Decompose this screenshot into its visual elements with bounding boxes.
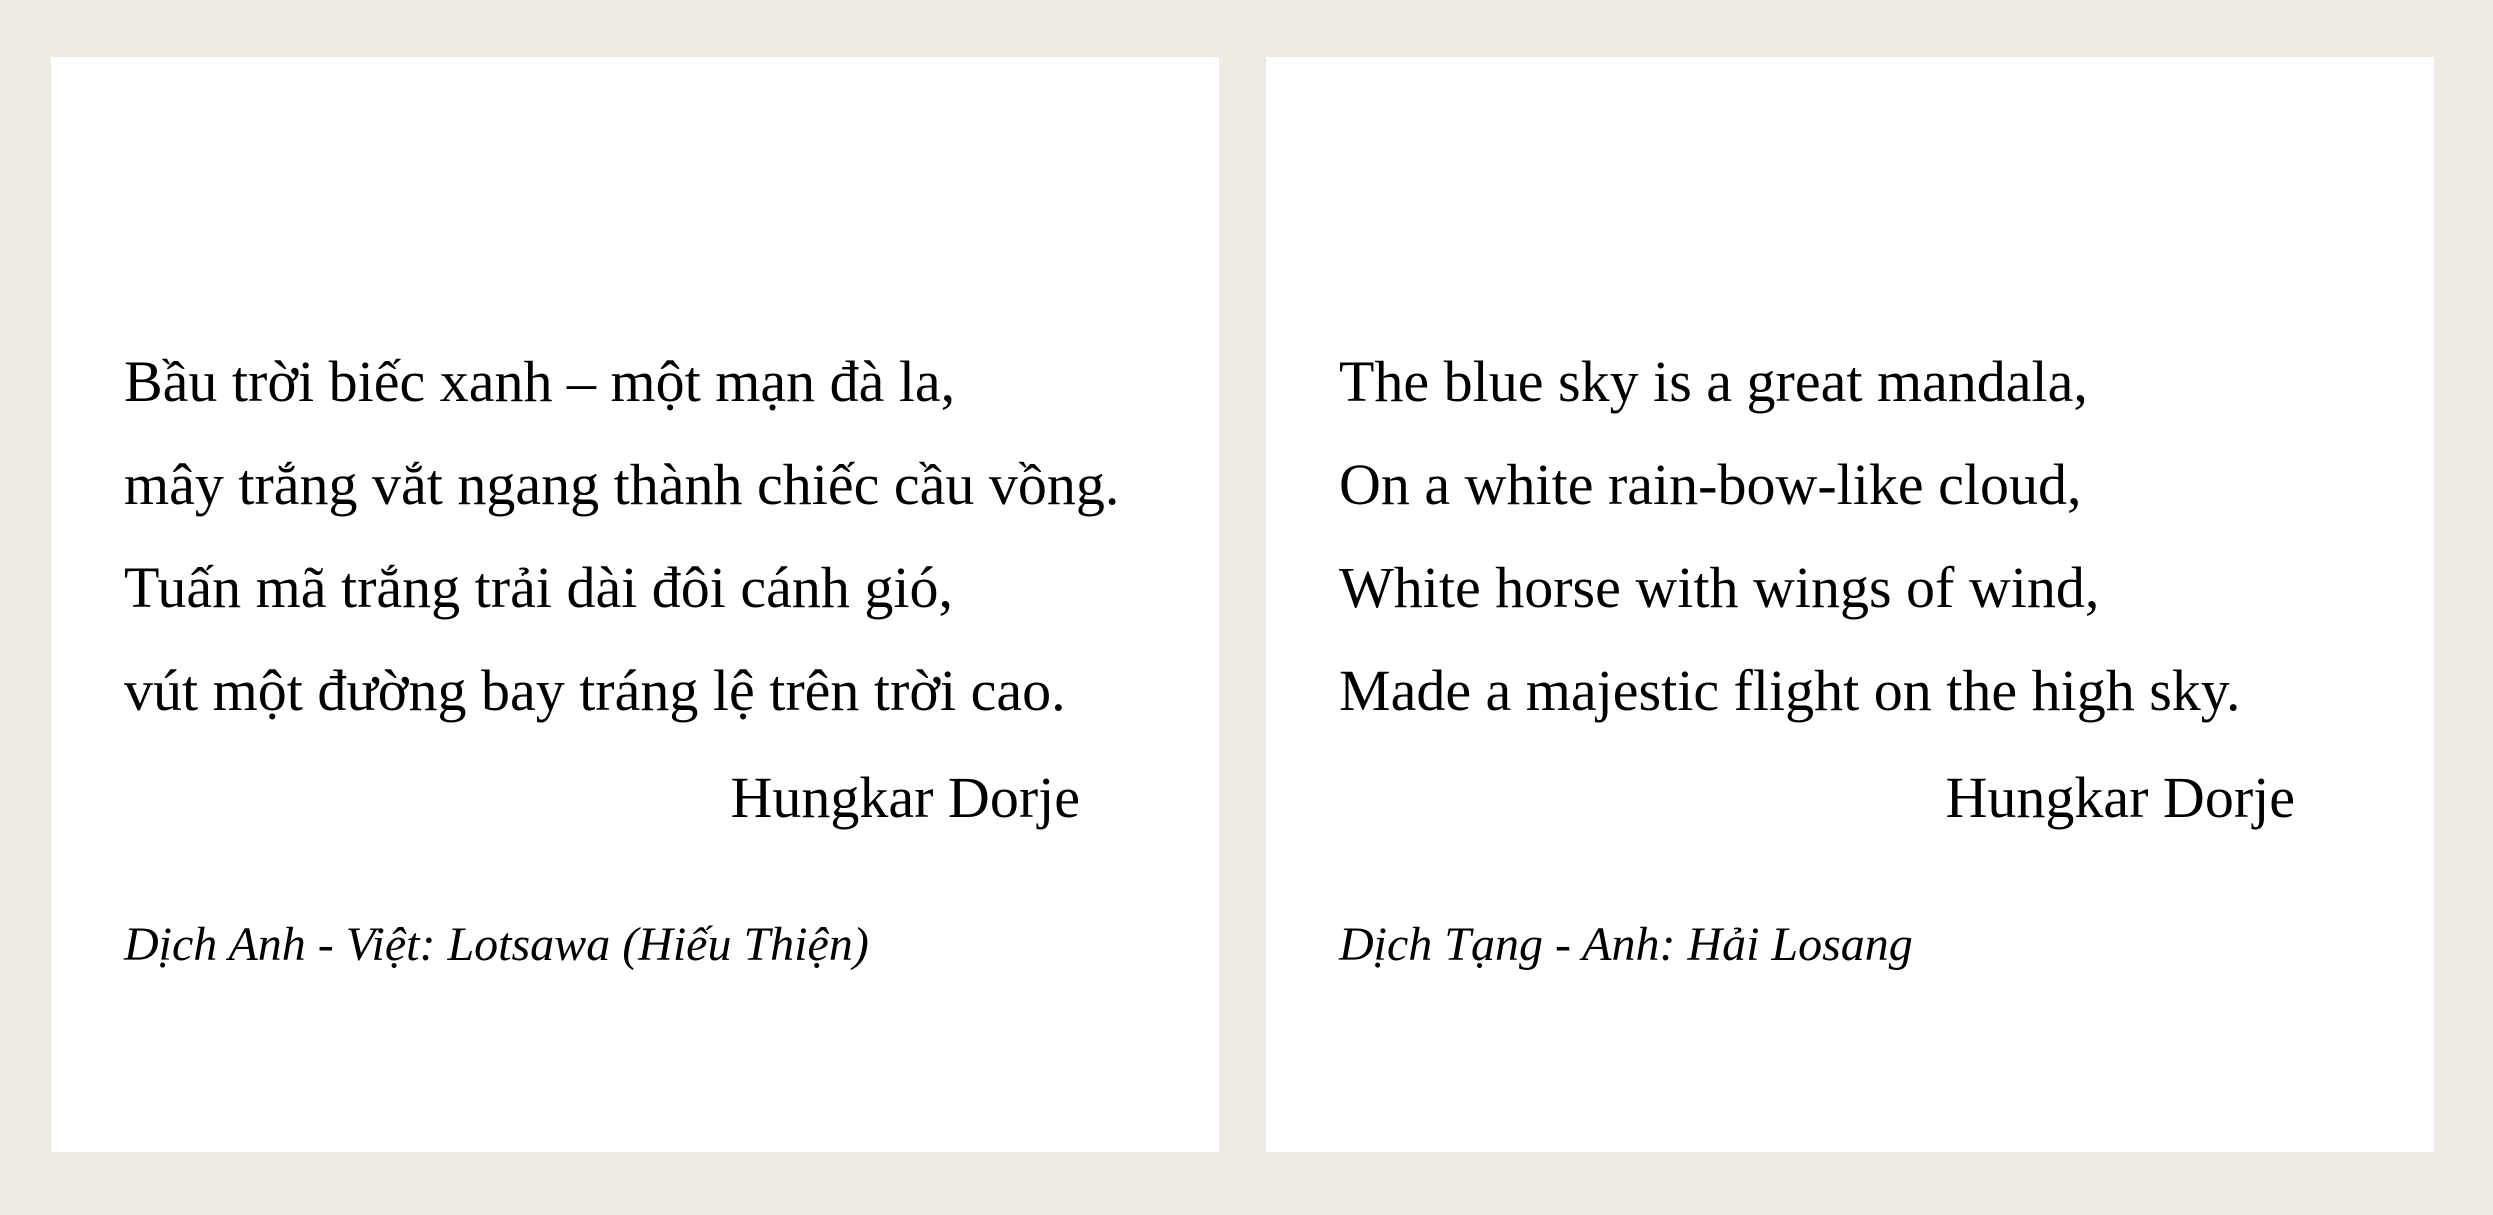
poem-line: Bầu trời biếc xanh – một mạn đà la, (124, 349, 956, 414)
author-signature: Hungkar Dorje (1945, 765, 2295, 830)
poem-line: White horse with wings of wind, (1339, 555, 2100, 620)
translator-credit: Dịch Anh - Việt: Lotsawa (Hiếu Thiện) (124, 918, 869, 971)
author-signature: Hungkar Dorje (730, 765, 1080, 830)
poem-line: Tuấn mã trắng trải dài đôi cánh gió, (124, 555, 954, 620)
poem-card-vietnamese (51, 57, 1219, 1152)
poem-stanza (1339, 330, 2361, 742)
poem-line: The blue sky is a great mandala, (1339, 349, 2088, 414)
translator-credit: Dịch Tạng - Anh: Hải Losang (1339, 918, 1913, 971)
poem-line: On a white rain-bow-like cloud, (1339, 452, 2082, 517)
poem-card-english (1266, 57, 2434, 1152)
poem-line: mây trắng vắt ngang thành chiếc cầu vồng. (124, 452, 1120, 517)
poem-stanza (124, 330, 1146, 742)
poem-line: vút một đường bay tráng lệ trên trời cao. (124, 658, 1066, 723)
poem-line: Made a majestic flight on the high sky. (1339, 658, 2241, 723)
